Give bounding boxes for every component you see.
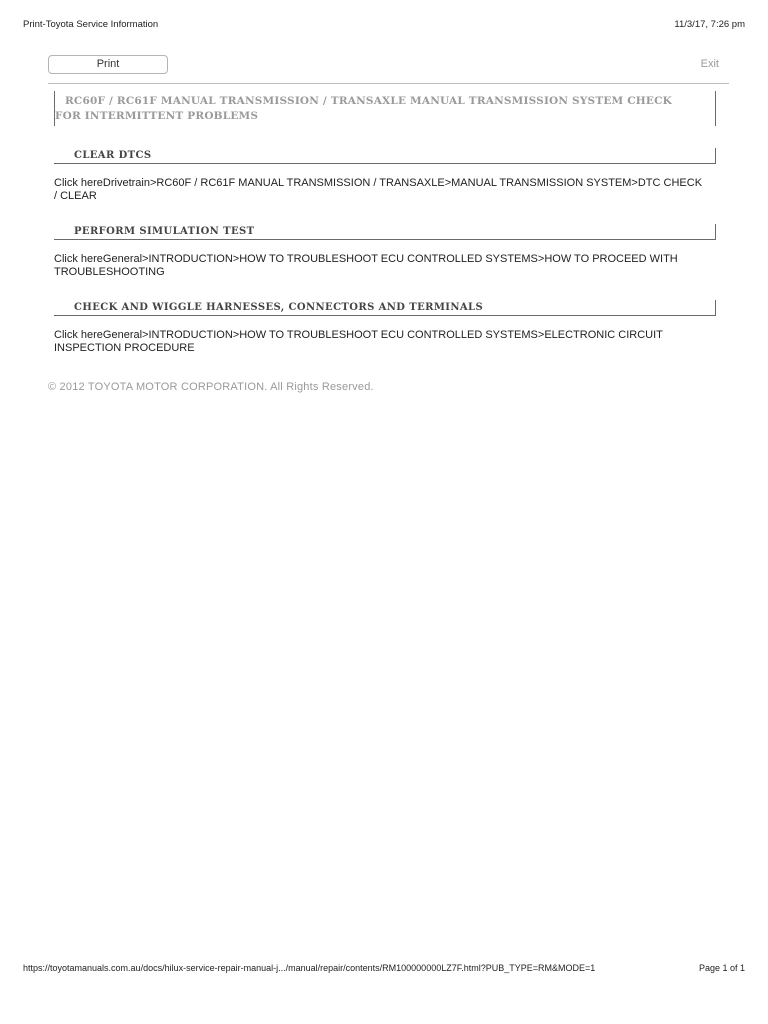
section-check-and-wiggle (54, 300, 716, 354)
section-link-text[interactable]: Click hereGeneral>INTRODUCTION>HOW TO TROUBLESHOOT ECU CONTROLLED SYSTEMS>HOW TO PROCEED WITH TROUBLESHOOTING (54, 253, 678, 278)
print-button[interactable]: Print (48, 55, 168, 74)
print-footer-page: Page 1 of 1 (698, 963, 745, 973)
print-footer-url: https://toyotamanuals.com.au/docs/hilux-service-repair-manual-j.../manual/repair/contents/RM100000000LZ7F.html?PUB_TYPE=RM&MODE=1 (23, 963, 596, 973)
section-heading: CLEAR DTCS (54, 148, 716, 164)
document-content (54, 91, 716, 354)
print-header-title: Print-Toyota Service Information (23, 19, 159, 30)
document-title (54, 91, 716, 126)
print-header (23, 19, 745, 33)
section-link-text[interactable]: Click hereDrivetrain>RC60F / RC61F MANUAL TRANSMISSION / TRANSAXLE>MANUAL TRANSMISSION SYSTEM>DTC CHECK / CLEAR (54, 177, 703, 202)
document-title-line1: RC60F / RC61F MANUAL TRANSMISSION / TRANSAXLE MANUAL TRANSMISSION SYSTEM CHECK (65, 95, 672, 107)
section-heading: PERFORM SIMULATION TEST (54, 224, 716, 240)
section-clear-dtcs (54, 148, 716, 202)
copyright-notice: © 2012 TOYOTA MOTOR CORPORATION. All Rights Reserved. (48, 381, 374, 393)
exit-link[interactable]: Exit (700, 58, 719, 70)
toolbar (48, 55, 729, 84)
section-link-text[interactable]: Click hereGeneral>INTRODUCTION>HOW TO TROUBLESHOOT ECU CONTROLLED SYSTEMS>ELECTRONIC CIRCUIT INSPECTION PROCEDURE (54, 329, 663, 354)
print-footer (23, 963, 745, 977)
section-heading: CHECK AND WIGGLE HARNESSES, CONNECTORS AND TERMINALS (54, 300, 716, 316)
document-title-line2: FOR INTERMITTENT PROBLEMS (55, 110, 259, 122)
section-perform-simulation-test (54, 224, 716, 278)
print-header-datetime: 11/3/17, 7:26 pm (674, 19, 745, 30)
